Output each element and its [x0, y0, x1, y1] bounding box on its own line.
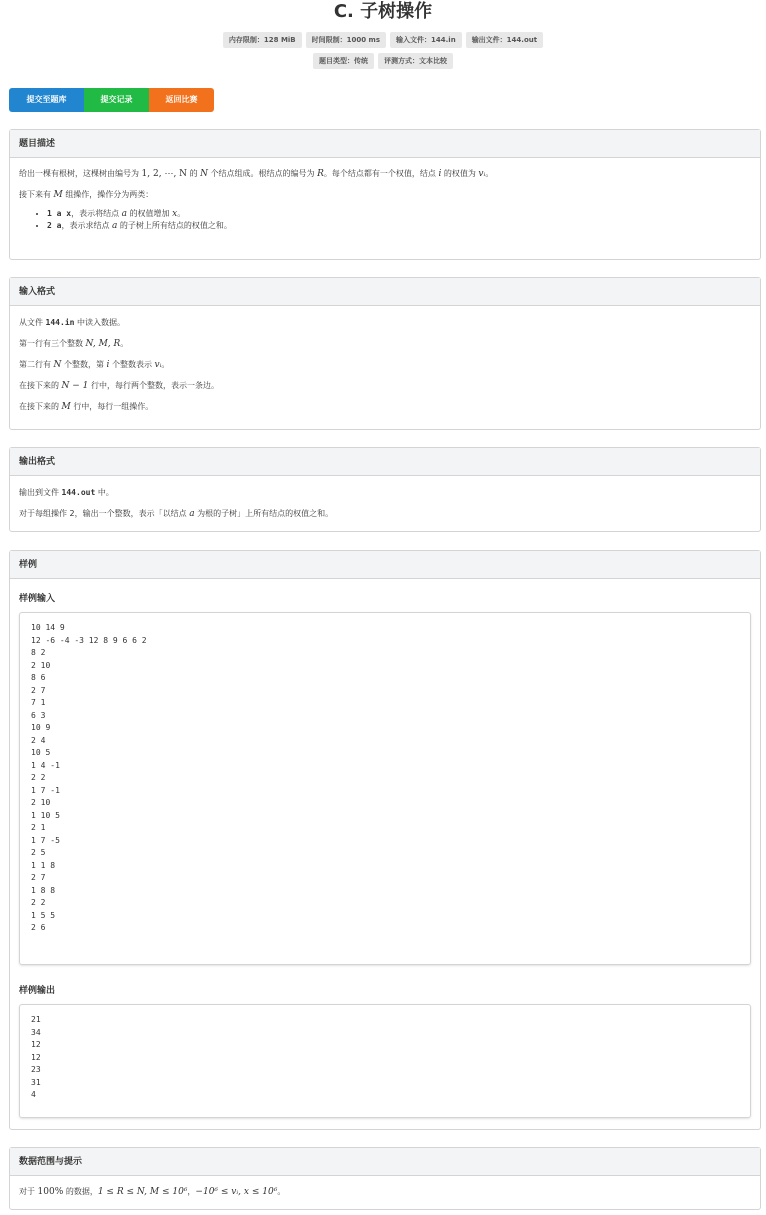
action-buttons — [9, 88, 214, 112]
operations-list — [19, 208, 751, 232]
problem-type-badge: 题目类型：传统 — [313, 53, 374, 69]
description-heading: 题目描述 — [10, 130, 760, 158]
operation-2: • 2 a，表示求结点 a 的子树上所有结点的权值之和。 — [47, 220, 751, 232]
constraints-heading: 数据范围与提示 — [10, 1148, 760, 1176]
input-format-heading: 输入格式 — [10, 278, 760, 306]
input-line-1: 从文件 144.in 中读入数据。 — [19, 318, 125, 327]
back-to-contest-button[interactable]: 返回比赛 — [149, 88, 214, 112]
submit-to-library-button[interactable]: 提交至题库 — [9, 88, 84, 112]
description-paragraph: 给出一棵有根树，这棵树由编号为 1, 2, ⋯, N 的 N 个结点组成。根结点的编号为 R。每个结点都有一个权值，结点 i 的权值为 vᵢ。 — [19, 169, 494, 179]
operation-1: • 1 a x，表示将结点 a 的权值增加 x。 — [47, 208, 751, 220]
description-panel — [9, 129, 761, 260]
limits-badges — [0, 32, 766, 48]
problem-title: C. 子树操作 — [333, 1, 433, 22]
input-file-badge: 输入文件：144.in — [390, 32, 462, 48]
input-line-4: 在接下来的 N − 1 行中，每行两个整数，表示一条边。 — [19, 381, 219, 391]
sample-output-heading: 样例输出 — [19, 986, 56, 996]
memory-limit-badge: 内存限制：128 MiB — [223, 32, 302, 48]
type-badges — [0, 53, 766, 69]
time-limit-badge: 时间限制：1000 ms — [306, 32, 386, 48]
output-format-heading: 输出格式 — [10, 448, 760, 476]
input-line-2: 第一行有三个整数 N, M, R。 — [19, 339, 129, 349]
output-line-2: 对于每组操作 2，输出一个整数，表示「以结点 a 为根的子树」上所有结点的权值之和。 — [19, 509, 334, 519]
output-file-badge: 输出文件：144.out — [466, 32, 543, 48]
operations-intro: 接下来有 M 组操作，操作分为两类： — [19, 190, 154, 200]
input-format-panel — [9, 277, 761, 430]
sample-input-block[interactable]: 10 14 9 12 -6 -4 -3 12 8 9 6 6 2 8 2 2 10 8 6 2 7 7 1 6 3 10 9 2 4 10 5 1 4 -1 2 2 1 7 -1 2 10 1 10 5 2 1 1 7 -5 2 5 1 1 8 2 7 1 8 8 2 2 1 5 5 2 6 — [19, 612, 751, 965]
judge-method-badge: 评测方式：文本比较 — [378, 53, 453, 69]
constraints-panel — [9, 1147, 761, 1210]
input-line-3: 第二行有 N 个整数，第 i 个整数表示 vᵢ。 — [19, 360, 170, 370]
sample-heading: 样例 — [10, 551, 760, 579]
input-line-5: 在接下来的 M 行中，每行一组操作。 — [19, 402, 154, 412]
constraints-line: 对于 100% 的数据，1 ≤ R ≤ N, M ≤ 10⁶，−10⁶ ≤ vᵢ, x ≤ 10⁶。 — [19, 1187, 286, 1197]
output-format-panel — [9, 447, 761, 532]
sample-panel — [9, 550, 761, 1130]
output-line-1: 输出到文件 144.out 中。 — [19, 488, 114, 497]
sample-input-heading: 样例输入 — [19, 594, 56, 604]
sample-output-block[interactable]: 21 34 12 12 23 31 4 — [19, 1004, 751, 1118]
submission-records-button[interactable]: 提交记录 — [84, 88, 149, 112]
